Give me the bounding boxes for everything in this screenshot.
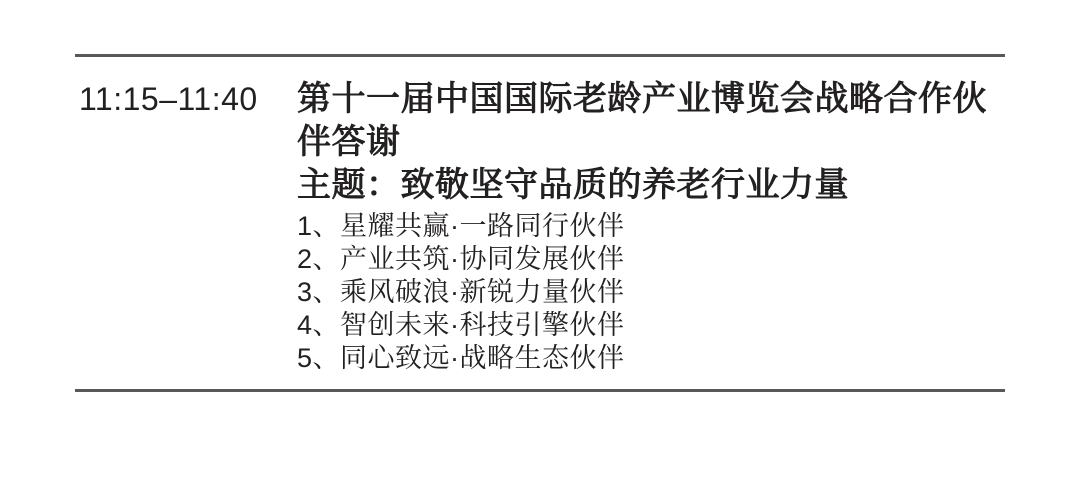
partner-list <box>297 210 997 375</box>
list-item: 1、星耀共赢·一路同行伙伴 <box>297 211 625 241</box>
list-item: 2、产业共筑·协同发展伙伴 <box>297 244 625 274</box>
schedule-row <box>75 57 1005 389</box>
list-item: 4、智创未来·科技引擎伙伴 <box>297 310 625 340</box>
session-theme: 主题：致敬坚守品质的养老行业力量 <box>297 166 849 204</box>
list-item: 3、乘风破浪·新锐力量伙伴 <box>297 277 625 307</box>
list-item: 5、同心致远·战略生态伙伴 <box>297 343 625 373</box>
session-content <box>297 78 997 375</box>
session-time: 11:15–11:40 <box>79 81 258 117</box>
schedule-entry <box>75 54 1005 392</box>
bottom-divider <box>75 389 1005 392</box>
session-title: 第十一届中国国际老龄产业博览会战略合作伙伴答谢 <box>297 80 987 161</box>
